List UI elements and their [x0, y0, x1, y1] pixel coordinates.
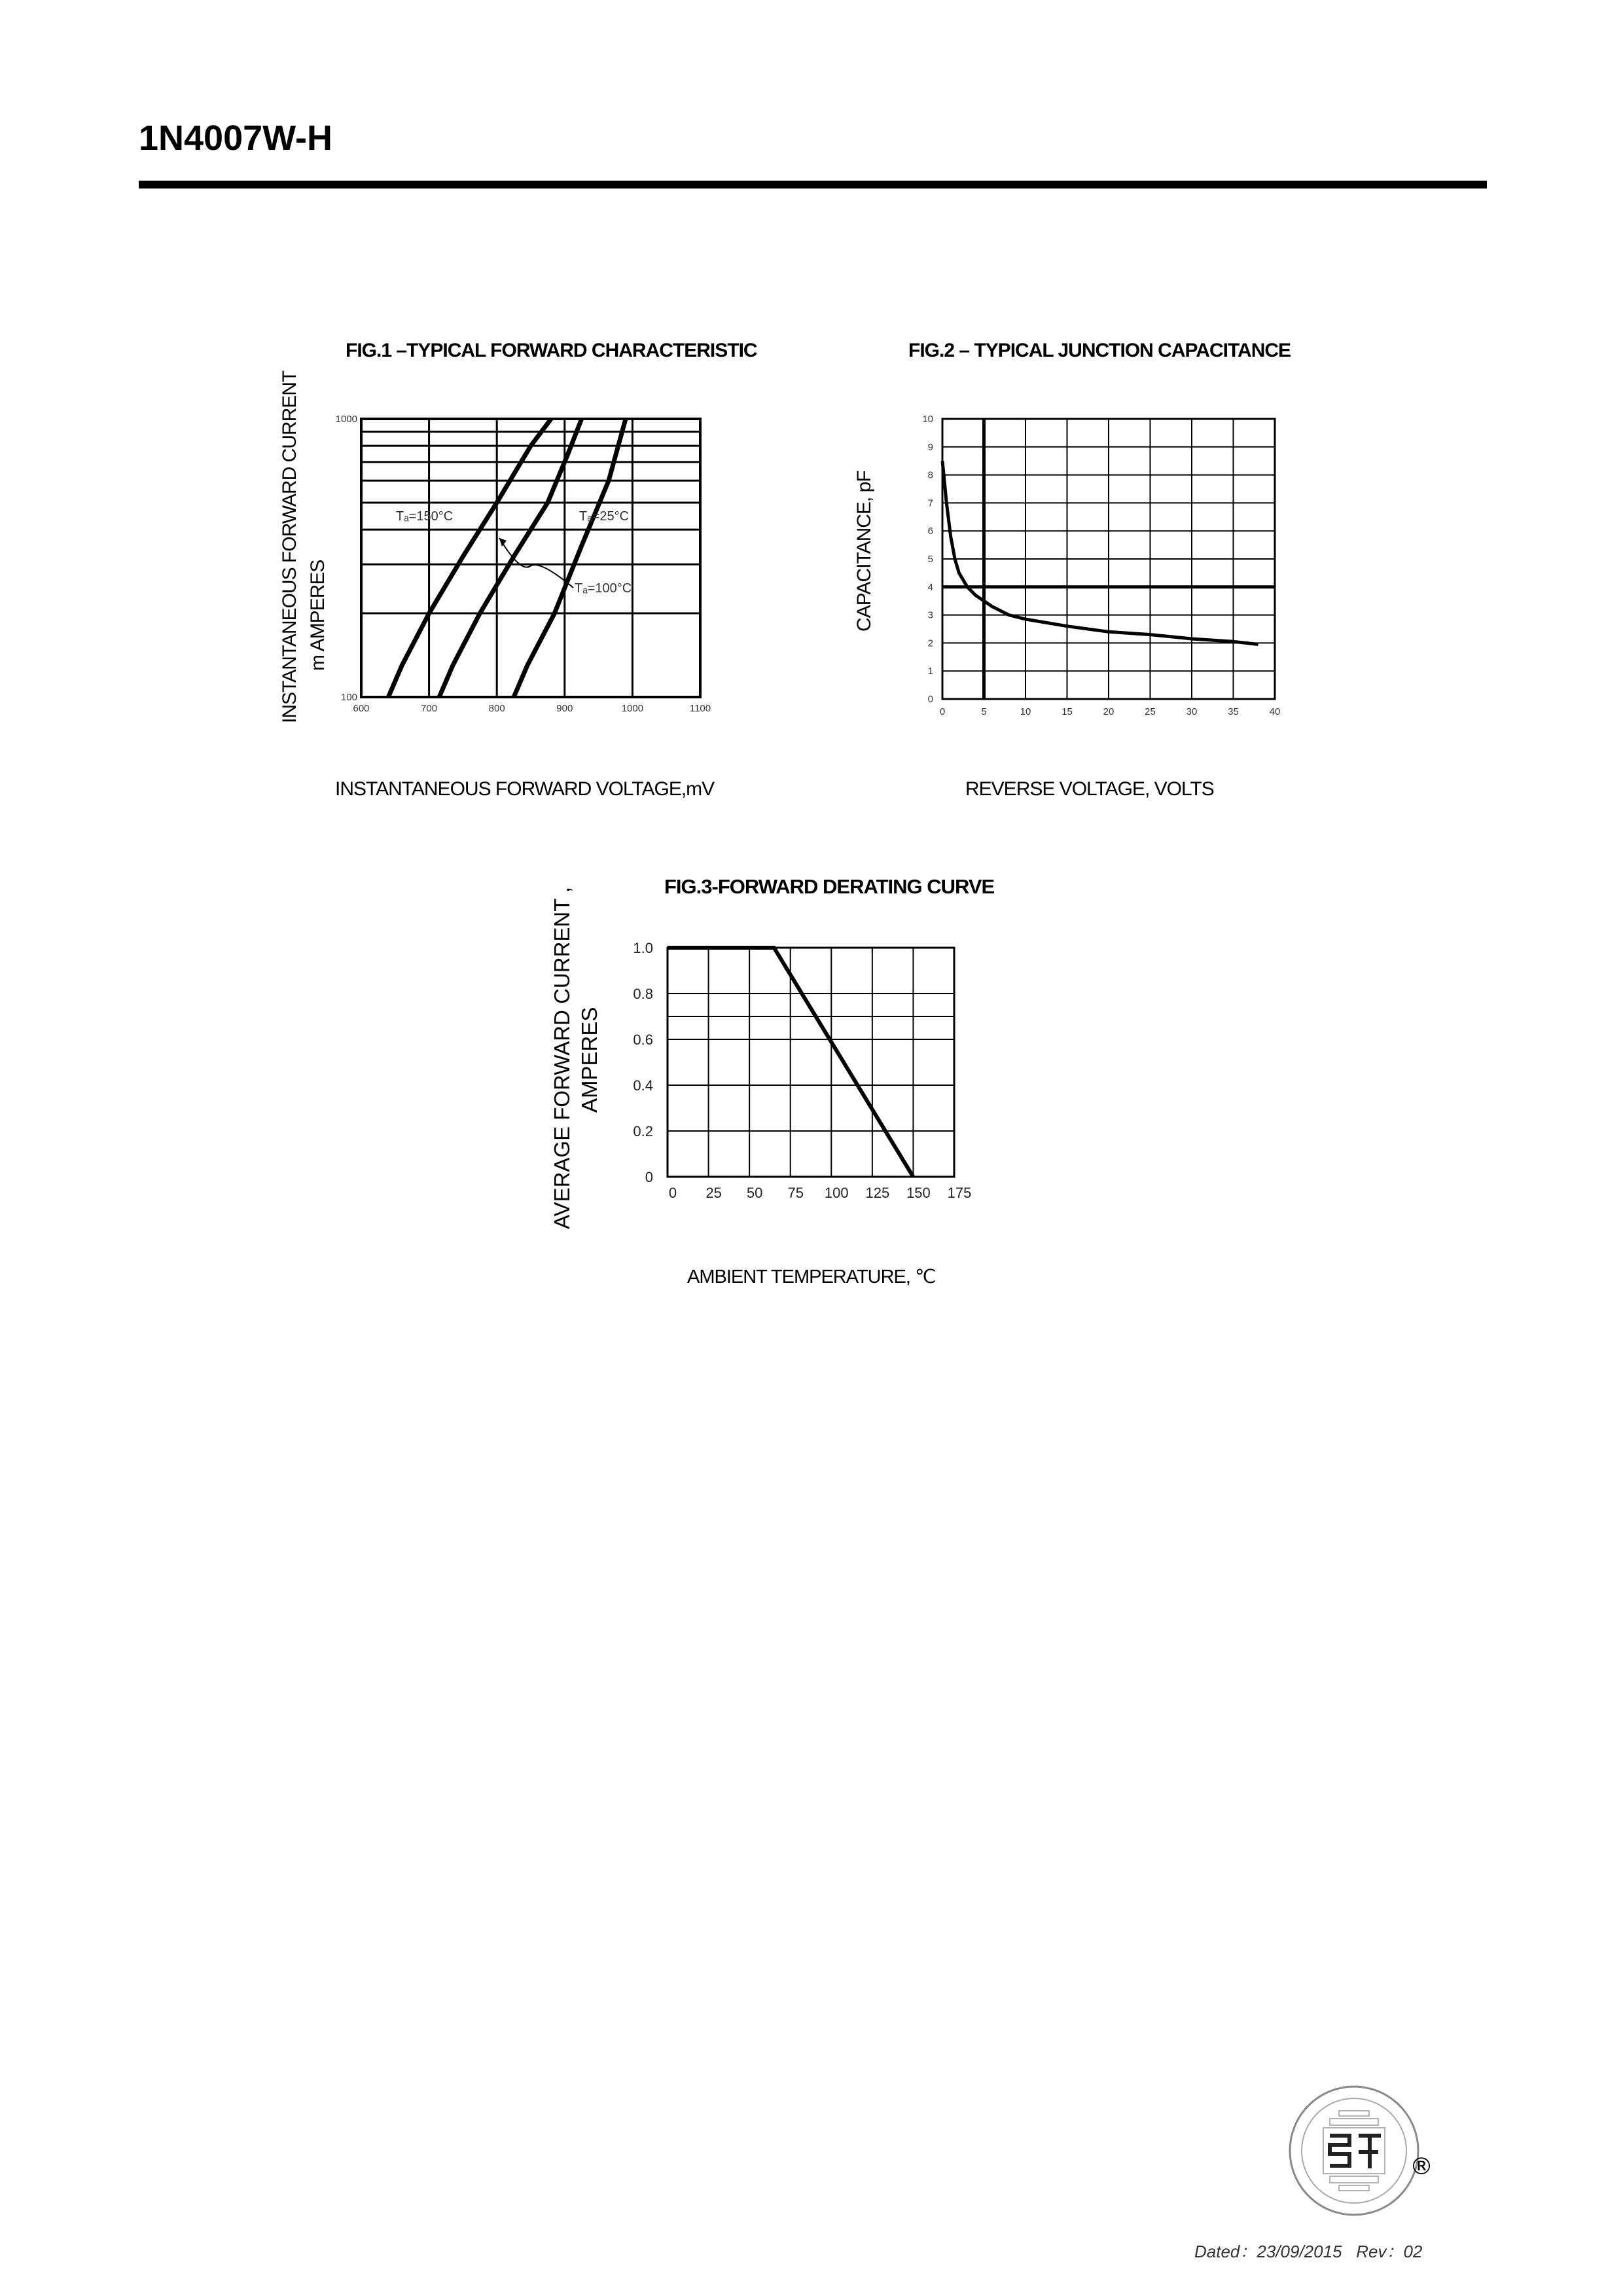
fig3-x-tick-label: 75: [787, 1185, 804, 1201]
footer-rev: 02: [1403, 2242, 1423, 2261]
fig2-y-tick-label: 3: [927, 609, 933, 621]
fig2-x-axis-label: REVERSE VOLTAGE, VOLTS: [965, 778, 1214, 800]
fig1-x-tick-label: 600: [353, 703, 370, 714]
fig1-curve-2: [514, 419, 626, 697]
fig1-label-150c: Tₐ=150°C: [396, 509, 454, 524]
fig3-x-tick-label: 100: [824, 1185, 849, 1201]
company-logo-icon: [1287, 2083, 1421, 2218]
fig2-junction-capacitance-chart: [812, 327, 1296, 812]
fig2-grid: [942, 419, 1275, 699]
fig2-x-tick-label: 15: [1061, 706, 1073, 717]
fig2-y-tick-label: 6: [927, 526, 933, 537]
fig1-x-tick-label: 800: [488, 703, 505, 714]
fig2-y-tick-label: 7: [927, 497, 933, 509]
fig2-y-tick-label: 10: [922, 414, 933, 425]
fig2-y-tick-label: 0: [927, 694, 933, 705]
fig2-curves: [942, 461, 1258, 644]
fig1-y-axis-label-line2: m AMPERES: [307, 560, 329, 671]
fig2-y-tick-label: 4: [927, 581, 933, 593]
fig1-title: FIG.1 –TYPICAL FORWARD CHARACTERISTIC: [346, 340, 757, 361]
fig3-y-axis-label-line1: AVERAGE FORWARD CURRENT ,: [550, 886, 574, 1229]
fig1-x-tick-label: 1000: [621, 703, 644, 714]
fig2-title: FIG.2 – TYPICAL JUNCTION CAPACITANCE: [908, 340, 1291, 361]
fig1-leader-arrow: [499, 538, 507, 547]
fig1-curve-0: [388, 419, 551, 697]
fig2-y-tick-label: 8: [927, 469, 933, 481]
fig2-x-tick-label: 25: [1145, 706, 1156, 717]
fig3-y-tick-label: 0.8: [633, 986, 653, 1002]
fig3-x-tick-label: 25: [705, 1185, 722, 1201]
footer-dated-label: Dated：: [1194, 2242, 1257, 2261]
fig3-grid: [668, 948, 954, 1177]
fig2-y-tick-label: 5: [927, 554, 933, 565]
fig2-y-axis-label: CAPACITANCE, pF: [853, 471, 875, 632]
fig3-y-tick-label: 1.0: [633, 940, 653, 956]
fig3-x-tick-label: 175: [947, 1185, 972, 1201]
fig1-x-tick-label: 1100: [689, 703, 711, 714]
fig1-y-tick-label: 100: [340, 692, 357, 703]
fig1-y-axis-label-line1: INSTANTANEOUS FORWARD CURRENT: [279, 370, 300, 723]
fig3-x-axis-label: AMBIENT TEMPERATURE, ℃: [687, 1266, 936, 1287]
fig3-plot-frame: [668, 948, 954, 1177]
fig2-x-tick-label: 20: [1103, 706, 1115, 717]
fig3-x-tick-label: 150: [906, 1185, 931, 1201]
fig3-tick-labels: [633, 940, 971, 1201]
fig2-curve-0: [942, 461, 1258, 644]
fig2-tick-labels: [922, 414, 1280, 717]
fig2-y-tick-label: 9: [927, 441, 933, 453]
fig3-y-tick-label: 0.2: [633, 1123, 653, 1139]
fig1-forward-characteristic-chart: [262, 327, 757, 812]
fig1-x-tick-label: 900: [556, 703, 573, 714]
fig2-x-tick-label: 5: [981, 706, 987, 717]
fig2-x-tick-label: 0: [939, 706, 946, 717]
fig1-x-axis-label: INSTANTANEOUS FORWARD VOLTAGE,mV: [335, 778, 715, 800]
footer-dated: [1194, 2238, 1422, 2263]
fig2-x-tick-label: 30: [1186, 706, 1198, 717]
fig1-y-tick-label: 1000: [335, 414, 357, 425]
fig3-y-axis-label-line2: AMPERES: [577, 1007, 601, 1113]
fig3-x-tick-label: 0: [668, 1185, 677, 1201]
fig1-label-25c: Tₐ=25°C: [579, 509, 630, 524]
registered-mark: ®: [1410, 2153, 1433, 2180]
fig3-y-tick-label: 0.6: [633, 1031, 653, 1048]
fig1-curves: [388, 419, 626, 697]
footer-rev-label: Rev：: [1356, 2242, 1404, 2261]
fig3-x-tick-label: 125: [865, 1185, 890, 1201]
fig2-x-tick-label: 35: [1228, 706, 1239, 717]
part-number: 1N4007W-H: [139, 118, 333, 158]
fig3-y-tick-label: 0.4: [633, 1077, 653, 1094]
header-rule: [139, 181, 1487, 188]
fig3-x-tick-label: 50: [746, 1185, 763, 1201]
fig1-label-100c: Tₐ=100°C: [575, 581, 632, 596]
fig3-forward-derating-chart: [543, 864, 1014, 1302]
fig2-y-tick-label: 2: [927, 637, 933, 649]
fig1-x-tick-label: 700: [421, 703, 438, 714]
footer-date: 23/09/2015: [1257, 2242, 1342, 2261]
fig3-title: FIG.3-FORWARD DERATING CURVE: [664, 875, 995, 898]
fig2-x-tick-label: 40: [1269, 706, 1281, 717]
fig3-y-tick-label: 0: [645, 1169, 653, 1185]
fig2-x-tick-label: 10: [1020, 706, 1031, 717]
fig2-y-tick-label: 1: [927, 666, 933, 677]
